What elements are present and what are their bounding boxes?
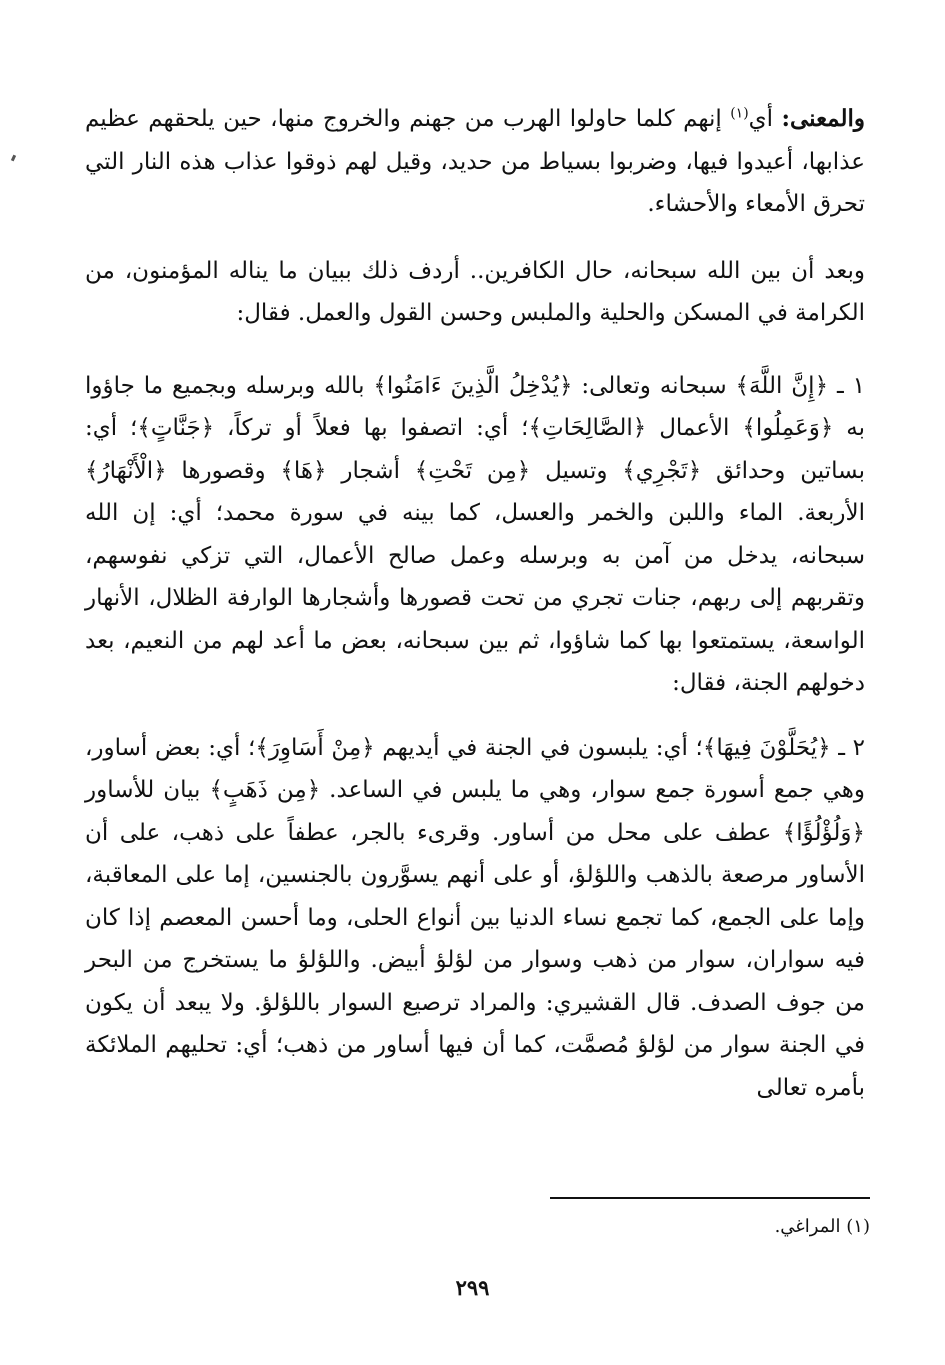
scan-speck bbox=[11, 155, 16, 162]
paragraph-text: إنهم كلما حاولوا الهرب من جهنم والخروج منها، حين يلحقهم عظيم عذابها، أعيدوا فيها، وضربوا بسياط من حديد، وقيل لهم ذوقوا عذاب هذه النار التي تحرق الأمعاء والأحشاء. bbox=[85, 106, 865, 217]
footnote-divider bbox=[550, 1197, 870, 1199]
paragraph-meaning bbox=[85, 98, 865, 226]
paragraph-verse-2: ٢ ـ ﴿يُحَلَّوْنَ فِيهَا﴾؛ أي: يلبسون في الجنة في أيديهم ﴿مِنْ أَسَاوِرَ﴾؛ أي: بعض أساور، وهي جمع أسورة جمع سوار، وهي ما يلبس في الساعد. ﴿مِن ذَهَبٍ﴾ بيان للأساور ﴿وَلُؤْلُؤًا﴾ عطف على محل من أساور. وقرىء بالجر، عطفاً على ذهب، على أن الأساور مرصعة بالذهب واللؤلؤ، أو على أنهم يسوَّرون بالجنسين، إما على المعاقبة، وإما على الجمع، كما تجمع نساء الدنيا بين أنواع الحلى، وما أحسن المعصم إذا كان فيه سواران، سوار من ذهب وسوار من لؤلؤ أبيض. واللؤلؤ ما يستخرج من البحر من جوف الصدف. قال القشيري: والمراد ترصيع السوار باللؤلؤ. ولا يبعد أن يكون في الجنة سوار من لؤلؤ مُصمَّت، كما أن فيها أساور من ذهب؛ أي: تحليهم الملائكة بأمره تعالى bbox=[85, 734, 865, 1101]
paragraph-lead: والمعنى: bbox=[781, 105, 865, 132]
page-number: ٢٩٩ bbox=[455, 1275, 490, 1300]
paragraph-verse-1: ١ ـ ﴿إِنَّ اللَّهَ﴾ سبحانه وتعالى: ﴿يُدْخِلُ الَّذِينَ ءَامَنُوا﴾ بالله وبرسله وبجميع ما جاؤوا به ﴿وَعَمِلُوا﴾ الأعمال ﴿الصَّالِحَاتِ﴾؛ أي: اتصفوا بها فعلاً أو تركاً، ﴿جَنَّاتٍ﴾؛ أي: بساتين وحدائق ﴿تَجْرِي﴾ وتسيل ﴿مِن تَحْتِ﴾ أشجار ﴿هَا﴾ وقصورها ﴿الْأَنْهَارُ﴾ الأربعة. الماء واللبن والخمر والعسل، كما بينه في سورة محمد؛ أي: إن الله سبحانه، يدخل من آمن به وبرسله وعمل صالح الأعمال، التي تزكي نفوسهم، وتقربهم إلى ربهم، جنات تجري من تحت قصورها وأشجارها الوارفة الظلال، الأنهار الواسعة، يستمتعوا بها كما شاؤوا، ثم بين سبحانه، بعض ما أعد لهم من النعيم، بعد دخولهم الجنة، فقال: bbox=[85, 372, 865, 696]
footnote: (١) المراغي. bbox=[774, 1216, 870, 1237]
paragraph-believers-intro: وبعد أن بين الله سبحانه، حال الكافرين.. أردف ذلك ببيان ما يناله المؤمنون، من الكرامة في المسكن والحلية والملبس وحسن القول والعمل. فقال: bbox=[85, 257, 865, 326]
page-body bbox=[85, 98, 865, 1137]
paragraph-pre-ref: أي bbox=[748, 106, 782, 132]
footnote-reference: (١) bbox=[730, 105, 749, 122]
